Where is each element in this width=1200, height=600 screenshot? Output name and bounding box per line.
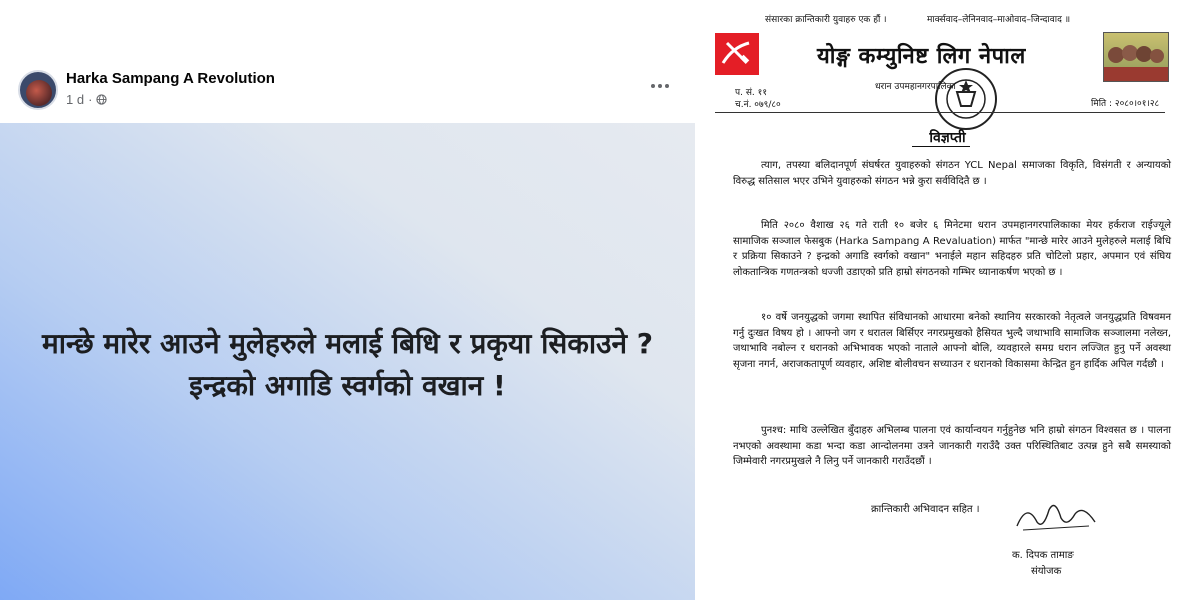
meta-separator: · — [88, 92, 93, 107]
reference-number: प. सं. ११ — [735, 88, 767, 98]
post-timestamp[interactable]: 1 d — [66, 92, 85, 107]
press-release-letter — [695, 0, 1200, 600]
letter-address: धरान उपमहानगरपालिका — [875, 82, 956, 92]
organization-name: योङ्ग कम्युनिष्ट लिग नेपाल — [817, 44, 1026, 69]
post-text: मान्छे मारेर आउने मुलेहरुले मलाई बिधि र प्रकृया सिकाउने ? इन्द्रको अगाडि स्वर्गको वखान ! — [42, 327, 653, 402]
heading-underline — [912, 146, 970, 147]
handwritten-signature — [1013, 496, 1099, 534]
post-header — [0, 0, 695, 123]
letter-paragraph: मिति २०८० वैशाख २६ गते राती १० बजेर ६ मिनेटमा धरान उपमहानगरपालिकाका मेयर हर्कराज राईज्यूले सामाजिक सञ्जाल फेसबुक (Harka Sampang A Revaluation) मार्फत "मान्छे मारेर आउने मुलेहरुले मलाई बिधि र प्रक्रिया सिकाउने ? इन्द्रको अगाडि स्वर्गको वखान" भनाईले महान सहिदहरु प्रति चोटिलो प्रहार, अपमान एवं संघिय लोकतान्त्रिक गणतन्त्रको धज्जी उडाएको प्रति हाम्रो संगठनको गम्भिर ध्यानाकर्षण भएको छ । — [733, 220, 1171, 278]
letter-paragraph: पुनश्च: माथि उल्लेखित बुँदाहरु अभिलम्ब पालना एवं कार्यान्वयन गर्नुहुनेछ भनि हाम्रो संगठन विश्वसत छ । पालना नभएको अवस्थामा कडा भन्दा कडा आन्दोलनमा उत्रने जानकारी गराउँदै उक्त परिस्थितिबाट उत्पन्न हुने सबै समस्याको जिम्मेवारी नगरप्रमुखले नै लिनु पर्ने जानकारी गराउँदछौं । — [733, 425, 1171, 467]
letter-paragraph: १० वर्षे जनयुद्धको जगमा स्थापित संविधानको आधारमा बनेको स्थानिय सरकारको नेतृत्वले जनयुद्धप्रति विषवमन गर्नु दुःखत विषय हो । आफ्नो जग र धरातल बिर्सिएर नगरप्रमुखको हैसियत भुल्दै जथाभावि सामाजिक सञ्जालमा नलेख्न, जथाभावि नबोल्न र धरानको अभिभावक भएको नाताले आफ्नो बोलि, व्यवहारले समग्र धरान लज्जित हुनु पर्ने अवस्था सृजना नगर्न, अराजकतापूर्ण व्यवहार, अशिष्ट बोलीवचन सच्याउन र धरानको विकासमा केन्द्रित हुन हार्दिक अपिल गर्दछौ । — [733, 312, 1171, 370]
letter-closing: क्रान्तिकारी अभिवादन सहित । — [871, 504, 980, 515]
chalani-number: च.नं. ०७९/८० — [735, 100, 781, 110]
post-meta — [66, 92, 107, 107]
letter-paragraph: त्याग, तपस्या बलिदानपूर्ण संघर्षरत युवाहरुको संगठन YCL Nepal समाजका विकृति, विसंगती र अन्यायको विरुद्ध सतिसाल भएर उभिने युवाहरुको संगठन भन्ने कुरा सर्वविदितै छ । — [733, 160, 1171, 187]
more-options-icon[interactable] — [646, 76, 674, 96]
notice-heading: विज्ञप्ती — [929, 130, 966, 146]
signer-title: संयोजक — [1031, 566, 1062, 577]
header-divider — [715, 112, 1165, 113]
letter-slogan-right: मार्क्सवाद–लेनिनवाद–माओवाद–जिन्दावाद ॥ — [927, 15, 1071, 25]
post-background-card — [0, 123, 695, 600]
signer-name: क. दिपक तामाङ — [1012, 550, 1074, 561]
author-avatar[interactable] — [18, 70, 58, 110]
letter-date: मिति : २०८०।०१।२८ — [1091, 99, 1160, 109]
avatar-photo — [26, 80, 52, 106]
letter-slogan-left: संसारका क्रान्तिकारी युवाहरु एक हौं । — [765, 15, 887, 25]
hammer-flag-icon — [715, 33, 759, 75]
leaders-portrait-image — [1103, 32, 1169, 82]
post-author-name[interactable]: Harka Sampang A Revolution — [66, 70, 275, 87]
globe-icon[interactable] — [96, 94, 107, 105]
organization-stamp — [933, 66, 999, 132]
